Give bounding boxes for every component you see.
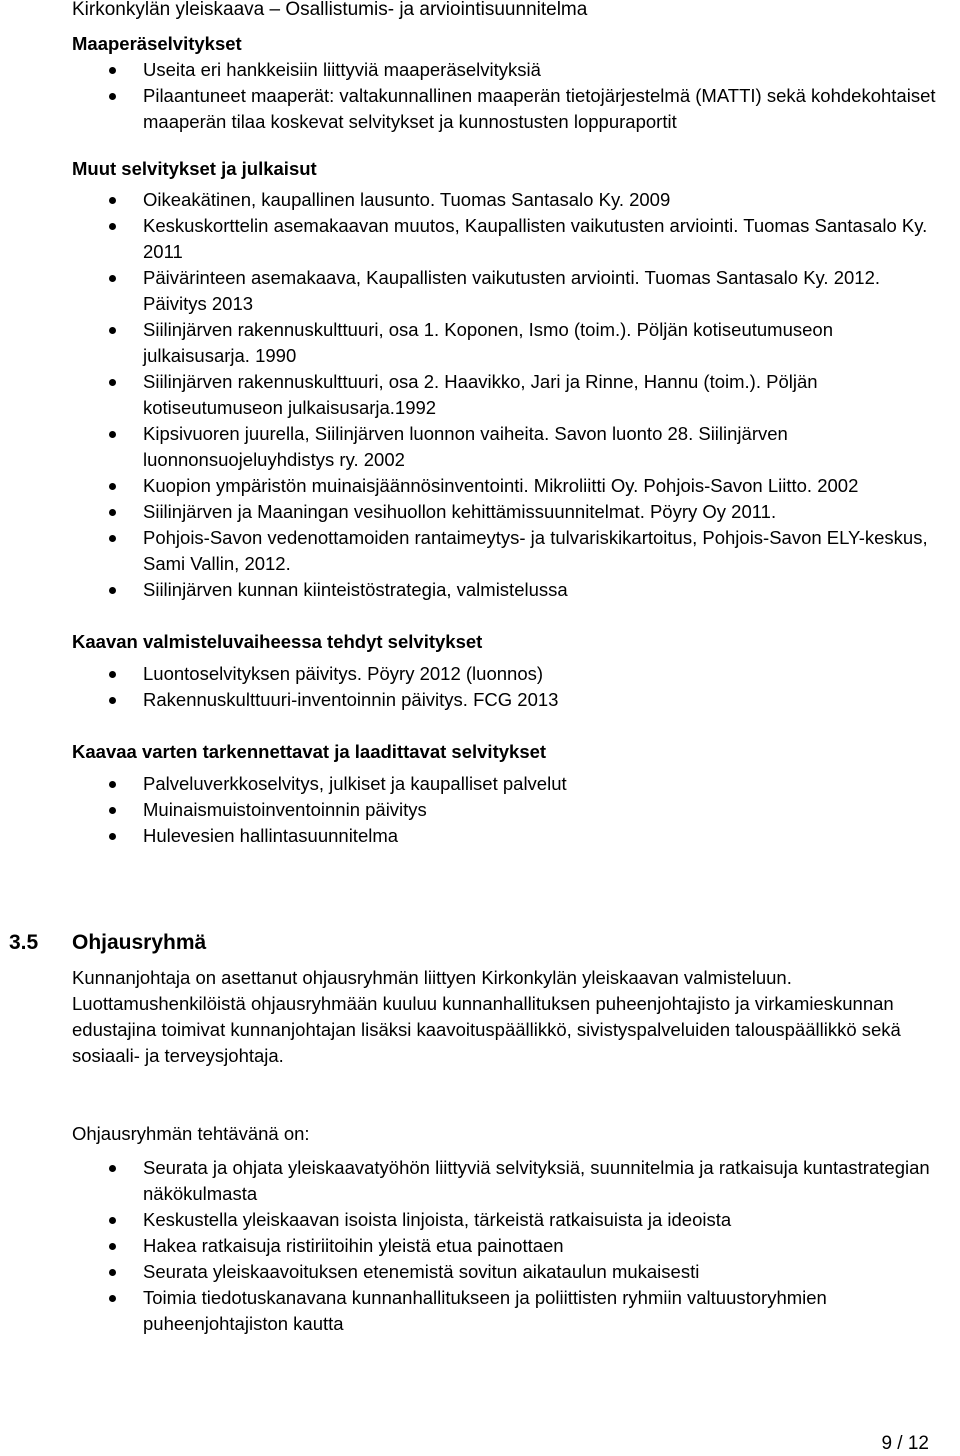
- section-title: Ohjausryhmä: [72, 931, 207, 954]
- list-item: Muinaismuistoinventoinnin päivitys: [72, 797, 942, 823]
- list-item: Seurata ja ohjata yleiskaavatyöhön liittyviä selvityksiä, suunnitelmia ja ratkaisuja kuntastrategian näkökulmasta: [72, 1155, 932, 1207]
- list-item: Rakennuskulttuuri-inventoinnin päivitys. FCG 2013: [72, 687, 942, 713]
- tasks-intro: Ohjausryhmän tehtävänä on:: [72, 1123, 310, 1144]
- heading-tarkennettavat: Kaavaa varten tarkennettavat ja laadittavat selvitykset: [72, 741, 547, 762]
- tarkennettavat-list: [72, 771, 942, 849]
- document-header: Kirkonkylän yleiskaava – Osallistumis- ja arviointisuunnitelma: [72, 0, 588, 20]
- section-number: 3.5: [9, 931, 39, 954]
- heading-muut-selvitykset: Muut selvitykset ja julkaisut: [72, 158, 317, 179]
- tasks-list: [0, 1155, 932, 1337]
- ohjausryhma-paragraph: Kunnanjohtaja on asettanut ohjausryhmän liittyen Kirkonkylän yleiskaavan valmisteluun. Luottamushenkilöistä ohjausryhmään kuuluu kunnanhallituksen puheenjohtajisto ja virkamieskunnan edustajina toimivat kunnanjohtajan lisäksi kaavoituspäällikkö, sivistyspalveluiden talouspäällikkö sekä sosiaali- ja terveysjohtaja.: [72, 967, 901, 1066]
- list-item: Kuopion ympäristön muinaisjäännösinventointi. Mikroliitti Oy. Pohjois-Savon Liitto. 2002: [72, 473, 942, 499]
- list-item: Toimia tiedotuskanavana kunnanhallitukseen ja poliittisten ryhmiin valtuustoryhmien puheenjohtajiston kautta: [72, 1285, 932, 1337]
- list-item: Seurata yleiskaavoituksen etenemistä sovitun aikataulun mukaisesti: [72, 1259, 932, 1285]
- section-body: [72, 965, 932, 1337]
- page-number: 9 / 12: [881, 1433, 929, 1454]
- muut-selvitykset-list: [72, 187, 942, 603]
- list-item: Hulevesien hallintasuunnitelma: [72, 823, 942, 849]
- list-item: Oikeakätinen, kaupallinen lausunto. Tuomas Santasalo Ky. 2009: [72, 187, 942, 213]
- list-item: Keskuskorttelin asemakaavan muutos, Kaupallisten vaikutusten arviointi. Tuomas Santasalo Ky. 2011: [72, 213, 942, 265]
- list-item: Luontoselvityksen päivitys. Pöyry 2012 (luonnos): [72, 661, 942, 687]
- list-item: Pilaantuneet maaperät: valtakunnallinen maaperän tietojärjestelmä (MATTI) sekä kohdekohtaiset maaperän tilaa koskevat selvitykset ja kunnostusten loppuraportit: [72, 83, 942, 135]
- list-item: Pohjois-Savon vedenottamoiden rantaimeytys- ja tulvariskikartoitus, Pohjois-Savon ELY-keskus, Sami Vallin, 2012.: [72, 525, 942, 577]
- list-item: Useita eri hankkeisiin liittyviä maaperäselvityksiä: [72, 57, 942, 83]
- list-item: Keskustella yleiskaavan isoista linjoista, tärkeistä ratkaisuista ja ideoista: [72, 1207, 932, 1233]
- list-item: Palveluverkkoselvitys, julkiset ja kaupalliset palvelut: [72, 771, 942, 797]
- list-item: Siilinjärven rakennuskulttuuri, osa 1. Koponen, Ismo (toim.). Pöljän kotiseutumuseon julkaisusarja. 1990: [72, 317, 942, 369]
- list-item: Kipsivuoren juurella, Siilinjärven luonnon vaiheita. Savon luonto 28. Siilinjärven luonnonsuojeluyhdistys ry. 2002: [72, 421, 942, 473]
- maaperaselvitykset-list: [72, 57, 942, 135]
- list-item: Siilinjärven kunnan kiinteistöstrategia, valmistelussa: [72, 577, 942, 603]
- heading-maaperaselvitykset: Maaperäselvitykset: [72, 33, 242, 54]
- list-item: Siilinjärven rakennuskulttuuri, osa 2. Haavikko, Jari ja Rinne, Hannu (toim.). Pöljän kotiseutumuseon julkaisusarja.1992: [72, 369, 942, 421]
- list-item: Hakea ratkaisuja ristiriitoihin yleistä etua painottaen: [72, 1233, 932, 1259]
- valmisteluvaihe-list: [72, 661, 942, 713]
- heading-valmisteluvaihe: Kaavan valmisteluvaiheessa tehdyt selvitykset: [72, 631, 483, 652]
- list-item: Päivärinteen asemakaava, Kaupallisten vaikutusten arviointi. Tuomas Santasalo Ky. 2012. Päivitys 2013: [72, 265, 942, 317]
- selvitykset-content: [72, 31, 942, 849]
- list-item: Siilinjärven ja Maaningan vesihuollon kehittämissuunnitelmat. Pöyry Oy 2011.: [72, 499, 942, 525]
